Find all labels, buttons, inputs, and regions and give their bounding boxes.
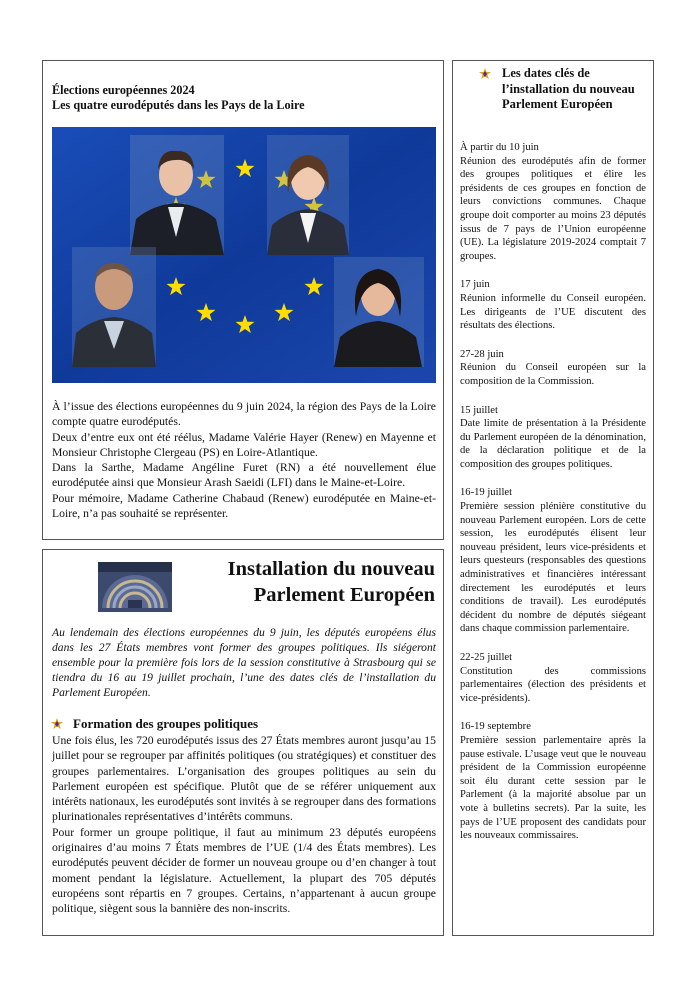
entry-date: 27-28 juin bbox=[460, 348, 504, 360]
entry-date: 16-19 septembre bbox=[460, 721, 531, 733]
date-entry bbox=[460, 348, 646, 389]
date-entry bbox=[460, 651, 646, 705]
key-dates-sidebar bbox=[452, 60, 654, 936]
entry-date: 17 juin bbox=[460, 279, 490, 291]
entry-text: Première session parlementaire après la pause estivale. L’usage veut que le nouveau président de la Commission européenne soit élu durant cette session par le Parlement (à la majorité absolue par un vote à bulletins secrets). Par la suite, les pays de l’UE proposent des candidats pour les nouveaux commissaires. bbox=[460, 734, 646, 842]
entry-text: Réunion informelle du Conseil européen. Les dirigeants de l’UE discutent des résultats des élections. bbox=[460, 292, 646, 332]
section-title bbox=[73, 716, 258, 732]
article-body: À l’issue des élections européennes du 9 juin 2024, la région des Pays de la Loire compte quatre eurodéputés. Deux d’entre eux ont été réélus, Madame Valérie Hayer (Renew) en Mayenne et Monsieur Christophe Clergeau (PS) en Loire-Atlantique. Dans la Sarthe, Madame Angéline Furet (RN) a été nouvellement élue eurodéputée ainsi que Monsieur Arash Saeidi (LFI) dans le Maine-et-Loire. Pour mémoire, Madame Catherine Chabaud (Renew) eurodéputée en Maine-et-Loire, n’a pas souhaité se représenter. bbox=[52, 400, 436, 521]
entry-text: Date limite de présentation à la Présidente du Parlement européen de la dénomination, de la déclaration politique et de la composition des groupes politiques. bbox=[460, 418, 646, 470]
article-title-line1: Élections européennes 2024 bbox=[52, 83, 195, 97]
eu-flag-photo bbox=[52, 127, 436, 383]
article-title-line2: Les quatre eurodéputés dans les Pays de la Loire bbox=[52, 98, 305, 112]
article-heading-line2: Parlement Européen bbox=[253, 584, 435, 606]
sidebar-title bbox=[502, 66, 652, 113]
sidebar-title-text: Les dates clés de l’installation du nouveau Parlement Européen bbox=[502, 66, 635, 111]
date-entry bbox=[460, 141, 646, 263]
section-body: Une fois élus, les 720 eurodéputés issus des 27 États membres auront jusqu’au 15 juillet pour se regrouper par affinités politiques (ou stratégiques) et constituer des groupes parlementaires. L’organisation des groupes politiques au sein du Parlement européen est spécifique. Plutôt que de se référer uniquement aux intérêts nationaux, les eurodéputés sont invités à se regrouper dans des formations plurinationales représentatives d’intérêts communs. Pour former un groupe politique, il faut au minimum 23 députés européens originaires d’au moins 7 États membres de l’UE (1/4 des États membres). Les eurodéputés peuvent décider de former un nouveau groupe ou d’en changer à tout moment pendant la législature. Actuellement, la plupart des 705 députés européens sont répartis en 7 groupes. Certains, n’appartenant à aucun groupe politique, siègent sous la bannière des non-inscrits. bbox=[52, 734, 436, 916]
date-entry bbox=[460, 278, 646, 332]
entry-date: À partir du 10 juin bbox=[460, 142, 539, 153]
article-heading-line1: Installation du nouveau bbox=[227, 558, 435, 580]
article-installation bbox=[42, 549, 444, 936]
entry-date: 16-19 juillet bbox=[460, 487, 513, 499]
portrait-4 bbox=[334, 257, 424, 367]
portrait-2 bbox=[267, 135, 349, 255]
date-entry bbox=[460, 404, 646, 472]
article-lead: Au lendemain des élections européennes du 9 juin, les députés européens élus dans les 27 États membres vont former des groupes politiques. Ils siégeront ensemble pour la première fois lors de la session constitutive à Strasbourg qui se tiendra du 16 au 19 juillet prochain, l’une des dates clés de l’installation du Parlement Européen. bbox=[52, 626, 436, 699]
entry-text: Première session plénière constitutive du nouveau Parlement européen. Lors de cette session, les eurodéputés élisent leur nouveau président, leurs vice-présidents et leurs questeurs (responsables des questions administratives et financières intéressant directement les eurodéputés et leurs conditions de travail). Les eurodéputés décident du nombre de députés siégeant dans chaque commission parlementaire. bbox=[460, 501, 646, 635]
date-entry bbox=[460, 720, 646, 842]
bullet-icon bbox=[51, 718, 63, 730]
entry-date: 22-25 juillet bbox=[460, 652, 513, 663]
entry-date: 15 juillet bbox=[460, 404, 498, 416]
article-title bbox=[52, 83, 437, 113]
portrait-1 bbox=[130, 135, 224, 255]
entry-text: Réunion des eurodéputés afin de former des groupes politiques et élire les présidents de ces groupes en fonction de leurs convictions communes. Chaque groupe doit comporter au moins 23 députés issus de 7 pays de l’Union européenne (UE). La législature 2019-2024 comptait 7 groupes. bbox=[460, 155, 646, 262]
bullet-icon bbox=[479, 68, 491, 80]
article-eurodeputes bbox=[42, 60, 444, 540]
section-title-text: Formation des groupes politiques bbox=[73, 716, 259, 731]
entry-text: Constitution des commissions parlementaires (élection des présidents et vice-présidents). bbox=[460, 665, 646, 704]
hemicycle-thumbnail bbox=[98, 562, 172, 612]
entry-text: Réunion du Conseil européen sur la composition de la Commission. bbox=[460, 362, 646, 387]
portrait-3 bbox=[72, 247, 156, 367]
article-heading bbox=[175, 556, 435, 608]
flag-portraits-illustration bbox=[52, 127, 436, 383]
date-entry bbox=[460, 486, 646, 636]
dates-list bbox=[460, 141, 646, 858]
